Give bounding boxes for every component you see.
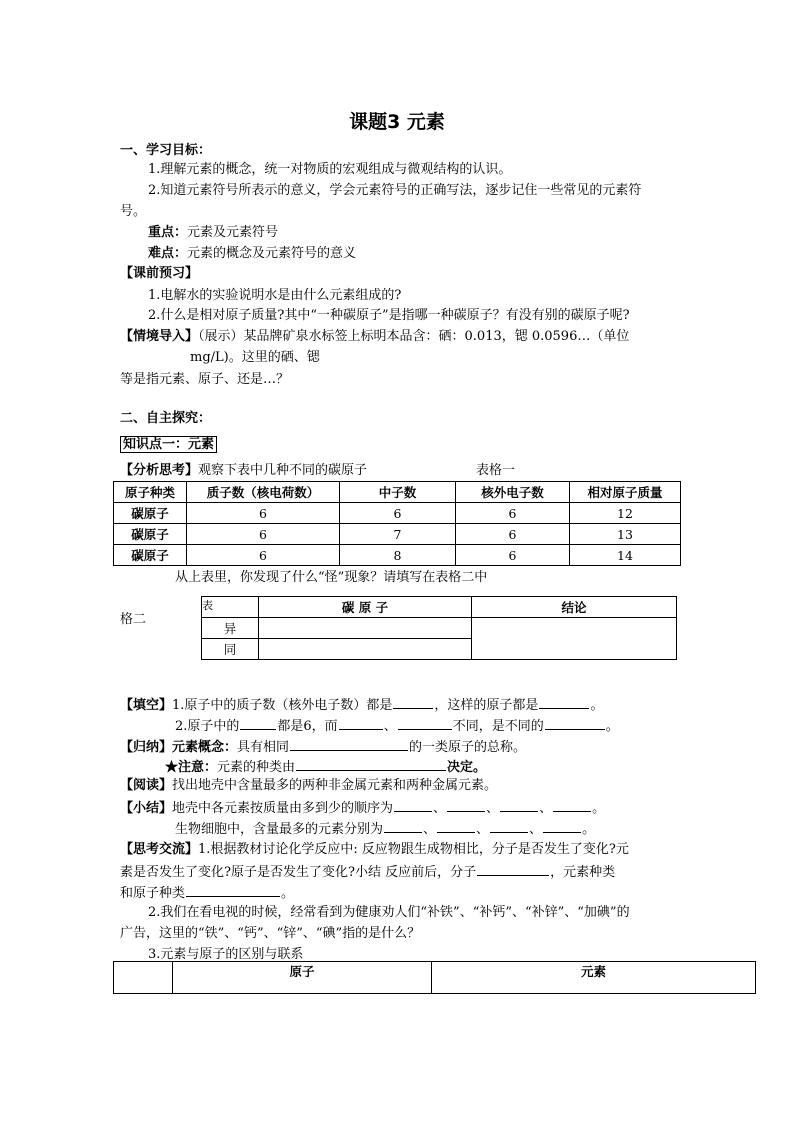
- preview-question-2: 2.什么是相对原子质量?其中“一种碳原子”是指哪一种碳原子？有没有别的碳原子呢?: [148, 308, 630, 323]
- separator: 、: [476, 822, 490, 837]
- table-cell: 6: [456, 545, 570, 566]
- table3-header-element: 元素: [432, 962, 756, 994]
- discuss-line-2: [120, 862, 615, 881]
- blank[interactable]: [398, 716, 452, 730]
- blank[interactable]: [394, 798, 432, 812]
- knowledge-point-1-box: 知识点一：元素: [120, 436, 217, 453]
- section-heading-explore: 二、自主探究：: [120, 411, 212, 426]
- analysis-label: 【分析思考】: [120, 463, 199, 478]
- knowledge-point-1: [120, 436, 217, 453]
- read-label: 【阅读】: [120, 778, 173, 793]
- table2-conclusion-cell[interactable]: [472, 618, 677, 660]
- table1-header: 相对原子质量: [570, 482, 681, 503]
- scenario-text-1: （展示）某品牌矿泉水标签上标明本品含：硒：0.013，锶 0.0596…（单位: [198, 329, 630, 344]
- scenario-label: 【情境导入】: [120, 329, 199, 344]
- discuss-text: 。: [281, 886, 295, 901]
- blank[interactable]: [290, 737, 408, 751]
- blank[interactable]: [339, 716, 383, 730]
- table-cell: 13: [570, 524, 681, 545]
- summary-label: 【归纳】: [120, 740, 173, 755]
- discuss-label: 【思考交流】: [120, 842, 199, 857]
- blank[interactable]: [477, 862, 549, 876]
- table-cell: 6: [340, 503, 456, 524]
- table-cell: 12: [570, 503, 681, 524]
- table-row: [114, 524, 681, 545]
- discuss-line-3: [120, 883, 294, 902]
- table2-label: 格二: [120, 612, 147, 627]
- fill-text: ，这样的原子都是: [434, 698, 539, 713]
- goal-2-line-1: 2.知道元素符号所表示的意义，学会元素符号的正确写法，逐步记住一些常见的元素符: [148, 183, 642, 198]
- note-label: ★注意：: [165, 760, 218, 775]
- blank[interactable]: [296, 757, 446, 771]
- fill-text: 1.原子中的质子数（核外电子数）都是: [172, 698, 393, 713]
- discuss-text: 和原子种类: [120, 886, 186, 901]
- table2-row-diff: 异: [202, 618, 259, 639]
- discuss-text: 素是否发生了变化?原子是否发生了变化?小结 反应前后，分子: [120, 865, 477, 880]
- blank[interactable]: [186, 883, 280, 897]
- table-row: [114, 962, 756, 994]
- key-point-text: 元素及元素符号: [187, 225, 279, 240]
- summary-text: 的一类原子的总称。: [409, 740, 527, 755]
- blank[interactable]: [393, 695, 433, 709]
- after-table-text: 从上表里，你发现了什么“怪”现象？请填写在表格二中: [175, 570, 488, 585]
- table1-header: 原子种类: [114, 482, 187, 503]
- fill-text: 不同，是不同的: [452, 719, 544, 734]
- goal-2-line-2: 号。: [120, 204, 147, 219]
- summary-text: 具有相同: [237, 740, 290, 755]
- period: 。: [582, 822, 596, 837]
- difficult-point-label: 难点：: [148, 246, 188, 261]
- blank[interactable]: [545, 716, 605, 730]
- atom-element-table: [113, 961, 756, 994]
- fill-text: 都是6，而: [277, 719, 338, 734]
- table-row: [114, 503, 681, 524]
- table2-row-same: 同: [202, 639, 259, 660]
- table-cell: 6: [187, 524, 340, 545]
- table-row: [202, 597, 677, 618]
- period: 。: [592, 801, 606, 816]
- discuss-question-2a: 2.我们在看电视的时候，经常看到为健康劝人们“补铁”、“补钙”、“补锌”、“加碘”的: [148, 905, 630, 920]
- goal-1: 1.理解元素的概念，统一对物质的宏观组成与微观结构的认识。: [148, 162, 512, 177]
- page-title: 课题3 元素: [349, 111, 445, 133]
- scenario-text-2: mg/L)。这里的硒、锶: [190, 350, 320, 365]
- table1-header: 核外电子数: [456, 482, 570, 503]
- table3-header-atom: 原子: [173, 962, 432, 994]
- key-point: [148, 224, 278, 241]
- note-line: [165, 757, 486, 776]
- carbon-atoms-table: [113, 481, 681, 566]
- table-cell: 6: [187, 545, 340, 566]
- table2-answer-cell[interactable]: [259, 639, 472, 660]
- scenario-text-3: 等是指元素、原子、还是…？: [120, 372, 290, 387]
- separator: 、: [433, 801, 447, 816]
- difficult-point-text: 元素的概念及元素符号的意义: [187, 246, 357, 261]
- read-line: [120, 777, 497, 794]
- table-cell: 碳原子: [114, 503, 187, 524]
- conclusion-line-1: [120, 798, 605, 817]
- table2-header-carbon: 碳 原 子: [259, 597, 472, 618]
- blank[interactable]: [384, 819, 422, 833]
- preview-heading: 【课前预习】: [120, 266, 199, 281]
- table2-corner: 表: [202, 597, 259, 618]
- fill-text: 、: [383, 719, 397, 734]
- table1-label: 表格一: [476, 463, 516, 478]
- discuss-question-3: 3.元素与原子的区别与联系: [148, 947, 304, 962]
- conclusion-text: 生物细胞中，含量最多的元素分别为: [175, 822, 384, 837]
- fill-label: 【填空】: [120, 698, 173, 713]
- table-cell: 碳原子: [114, 545, 187, 566]
- table1-header: 中子数: [340, 482, 456, 503]
- blank[interactable]: [500, 798, 538, 812]
- table-cell: 8: [340, 545, 456, 566]
- blank[interactable]: [553, 798, 591, 812]
- key-point-label: 重点：: [148, 225, 188, 240]
- table-cell: 14: [570, 545, 681, 566]
- fill-line-2: [175, 716, 619, 735]
- separator: 、: [486, 801, 500, 816]
- concept-label: 元素概念：: [172, 740, 238, 755]
- note-text: 元素的种类由: [217, 760, 296, 775]
- separator: 、: [539, 801, 553, 816]
- table2-answer-cell[interactable]: [259, 618, 472, 639]
- table-cell: 6: [187, 503, 340, 524]
- fill-line-1: [120, 695, 603, 714]
- section-heading-goals: 一、学习目标：: [120, 143, 212, 158]
- conclusion-label: 【小结】: [120, 801, 173, 816]
- table-cell: 7: [340, 524, 456, 545]
- table-cell: 6: [456, 503, 570, 524]
- fill-text: 。: [605, 719, 619, 734]
- discuss-line-1: [120, 841, 629, 858]
- blank[interactable]: [490, 819, 528, 833]
- table-cell: 碳原子: [114, 524, 187, 545]
- summary-line: [120, 737, 526, 756]
- analysis-line: [120, 462, 367, 479]
- conclusion-line-2: [175, 819, 595, 838]
- table-row: [114, 545, 681, 566]
- scenario-intro: [120, 328, 629, 345]
- blank[interactable]: [539, 695, 589, 709]
- analysis-text: 观察下表中几种不同的碳原子: [198, 463, 368, 478]
- fill-text: 。: [590, 698, 604, 713]
- discuss-text: 1.根据教材讨论化学反应中: 反应物跟生成物相比，分子是否发生了变化?元: [198, 842, 629, 857]
- discuss-question-2b: 广告，这里的“铁”、“钙”、“锌”、“碘”指的是什么？: [120, 926, 421, 941]
- difficult-point: [148, 245, 356, 262]
- table1-header-row: [114, 482, 681, 503]
- separator: 、: [529, 822, 543, 837]
- comparison-table: [201, 596, 677, 660]
- blank[interactable]: [437, 819, 475, 833]
- blank[interactable]: [240, 716, 276, 730]
- conclusion-text: 地壳中各元素按质量由多到少的顺序为: [172, 801, 394, 816]
- table1-header: 质子数（核电荷数）: [187, 482, 340, 503]
- table-row: [202, 618, 677, 639]
- table2-header-conclusion: 结论: [472, 597, 677, 618]
- table3-blank-cell[interactable]: [114, 962, 173, 994]
- fill-text: 2.原子中的: [175, 719, 240, 734]
- blank[interactable]: [543, 819, 581, 833]
- discuss-text: ，元素种类: [550, 865, 616, 880]
- blank[interactable]: [447, 798, 485, 812]
- preview-question-1: 1.电解水的实验说明水是由什么元素组成的?: [148, 288, 402, 303]
- note-text: 决定。: [447, 760, 487, 775]
- read-text: 找出地壳中含量最多的两种非金属元素和两种金属元素。: [172, 778, 498, 793]
- table-cell: 6: [456, 524, 570, 545]
- separator: 、: [423, 822, 437, 837]
